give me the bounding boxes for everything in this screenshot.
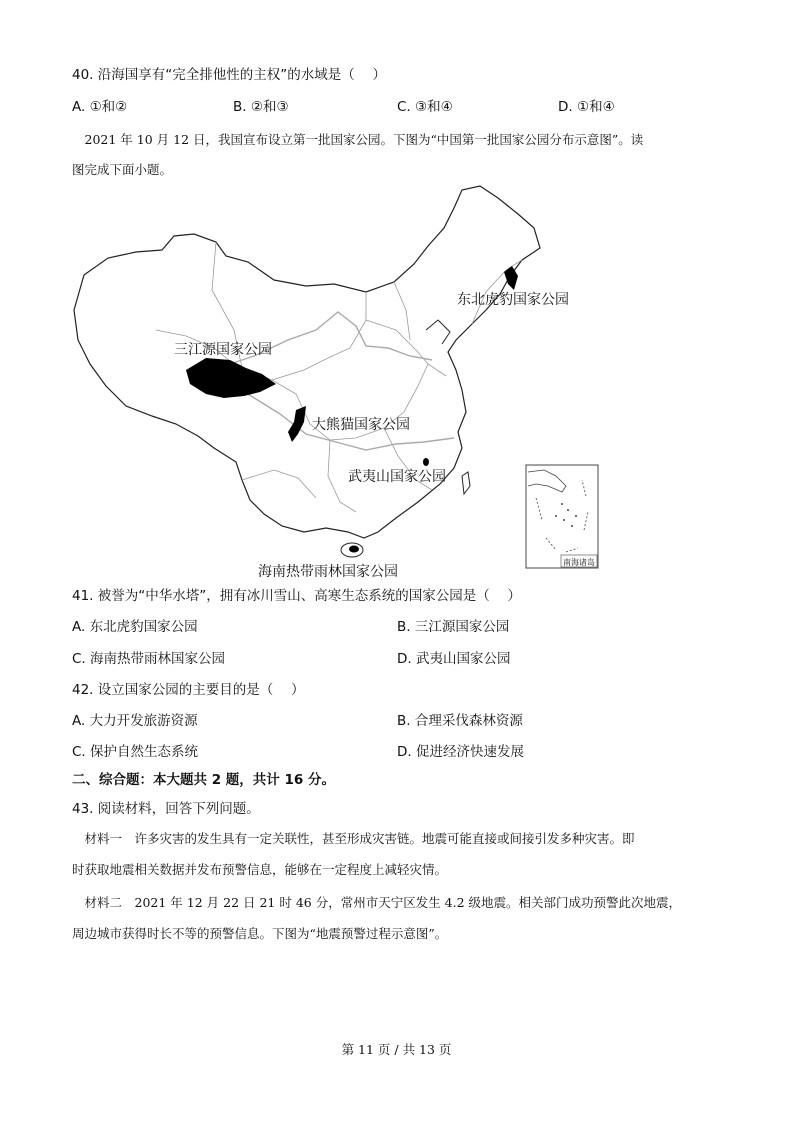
q42-option-d: D. 促进经济快速发展 (397, 744, 524, 760)
intro-line-2: 图完成下面小题。 (72, 162, 173, 177)
q40-option-b: B. ②和③ (233, 99, 289, 115)
china-map-svg (66, 180, 626, 580)
q40-option-c: C. ③和④ (397, 99, 453, 115)
q41-option-b: B. 三江源国家公园 (397, 619, 510, 635)
q42-option-c: C. 保护自然生态系统 (72, 744, 199, 760)
label-wuyishan-park: 武夷山国家公园 (348, 469, 446, 485)
q43-stem: 43. 阅读材料，回答下列问题。 (72, 801, 260, 817)
q41-option-a: A. 东北虎豹国家公园 (72, 619, 198, 635)
label-panda-park: 大熊猫国家公园 (312, 417, 410, 433)
q42-option-b: B. 合理采伐森林资源 (397, 713, 523, 729)
q43-material-2-line-2: 周边城市获得时长不等的预警信息。下图为“地震预警过程示意图”。 (72, 926, 448, 941)
page-footer: 第 11 页 / 共 13 页 (341, 1042, 452, 1057)
q41-option-d: D. 武夷山国家公园 (397, 651, 511, 667)
label-northeast-park: 东北虎豹国家公园 (457, 292, 569, 308)
hainan-park-region (349, 546, 359, 553)
q41-option-c: C. 海南热带雨林国家公园 (72, 651, 226, 667)
section-2-title: 二、综合题：本大题共 2 题，共计 16 分。 (72, 772, 335, 788)
wuyishan-park-region (423, 458, 429, 466)
q40-option-a: A. ①和② (72, 99, 128, 115)
intro-line-1: 2021 年 10 月 12 日，我国宣布设立第一批国家公园。下图为“中国第一批国家公园分布示意图”。读 (72, 132, 644, 147)
q43-material-1-line-2: 时获取地震相关数据并发布预警信息，能够在一定程度上减轻灾情。 (72, 862, 448, 877)
q40-stem: 40. 沿海国享有“完全排他性的主权”的水域是（ ） (72, 67, 387, 83)
q42-option-a: A. 大力开发旅游资源 (72, 713, 198, 729)
q42-stem: 42. 设立国家公园的主要目的是（ ） (72, 682, 305, 698)
label-hainan-park: 海南热带雨林国家公园 (258, 564, 398, 580)
china-national-parks-map (66, 180, 626, 580)
inset-label: 南海诸岛 (563, 558, 595, 567)
q43-material-2-line-1: 材料二 2021 年 12 月 22 日 21 时 46 分，常州市天宁区发生 4.2 级地震。相关部门成功预警此次地震， (72, 895, 682, 910)
label-sanjiangyuan-park: 三江源国家公园 (174, 342, 272, 358)
q40-option-d: D. ①和④ (558, 99, 615, 115)
q41-stem: 41. 被誉为“中华水塔”，拥有冰川雪山、高寒生态系统的国家公园是（ ） (72, 588, 522, 604)
q43-material-1-line-1: 材料一 许多灾害的发生具有一定关联性，甚至形成灾害链。地震可能直接或间接引发多种灾害。即 (72, 831, 635, 846)
taiwan-island (462, 472, 470, 494)
